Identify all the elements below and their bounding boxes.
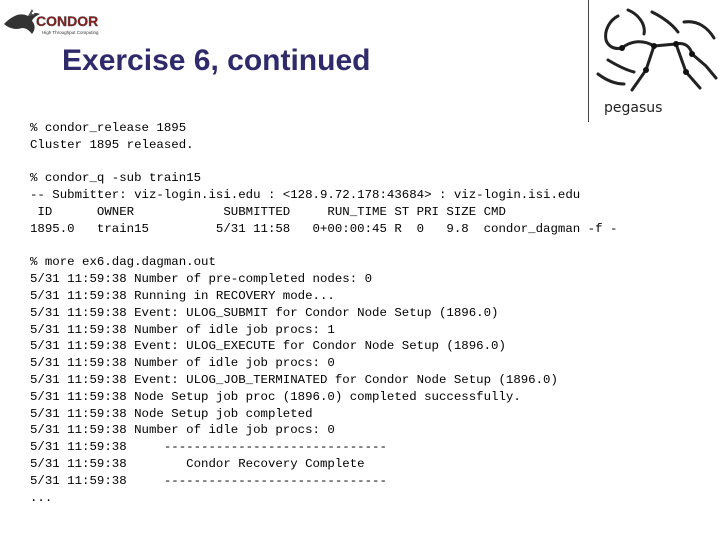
slide-title: Exercise 6, continued xyxy=(62,44,371,77)
condor-wordmark: CONDOR xyxy=(36,13,99,29)
terminal-line: 5/31 11:59:38 Node Setup job proc (1896.0) completed successfully. xyxy=(30,389,521,404)
terminal-line: ID OWNER SUBMITTED RUN_TIME ST PRI SIZE CMD xyxy=(30,204,506,219)
terminal-line xyxy=(30,238,710,255)
terminal-line: 5/31 11:59:38 Event: ULOG_SUBMIT for Condor Node Setup (1896.0) xyxy=(30,305,499,320)
terminal-line: 5/31 11:59:38 Event: ULOG_JOB_TERMINATED for Condor Node Setup (1896.0) xyxy=(30,372,558,387)
terminal-line: % more ex6.dag.dagman.out xyxy=(30,255,216,270)
terminal-line: % condor_release 1895 xyxy=(30,121,187,135)
terminal-line: 5/31 11:59:38 ------------------------------ xyxy=(30,440,387,455)
condor-bird-icon xyxy=(4,9,40,34)
terminal-line: 5/31 11:59:38 Number of idle job procs: 0 xyxy=(30,356,335,371)
pegasus-wordmark: pegasus xyxy=(604,100,663,116)
terminal-line: ... xyxy=(30,490,53,505)
terminal-line: 5/31 11:59:38 Node Setup job completed xyxy=(30,406,313,421)
terminal-line: 5/31 11:59:38 Event: ULOG_EXECUTE for Condor Node Setup (1896.0) xyxy=(30,339,506,354)
pegasus-horse-icon xyxy=(598,10,716,90)
terminal-line: Cluster 1895 released. xyxy=(30,137,194,152)
terminal-line: 5/31 11:59:38 Number of idle job procs: 0 xyxy=(30,423,335,438)
terminal-line: % condor_q -sub train15 xyxy=(30,171,202,186)
terminal-output xyxy=(30,120,710,506)
terminal-line: 1895.0 train15 5/31 11:58 0+00:00:45 R 0 9.8 condor_dagman -f - xyxy=(30,221,618,236)
terminal-line xyxy=(30,154,710,171)
condor-logo xyxy=(2,4,106,40)
terminal-line: 5/31 11:59:38 ------------------------------ xyxy=(30,473,387,488)
condor-tagline: High Throughput Computing xyxy=(42,30,99,35)
pegasus-logo xyxy=(588,0,720,122)
terminal-line: 5/31 11:59:38 Number of idle job procs: 1 xyxy=(30,322,335,337)
terminal-line: -- Submitter: viz-login.isi.edu : <128.9.72.178:43684> : viz-login.isi.edu xyxy=(30,188,581,203)
terminal-line: 5/31 11:59:38 Running in RECOVERY mode... xyxy=(30,288,335,303)
terminal-line: 5/31 11:59:38 Condor Recovery Complete xyxy=(30,456,365,471)
terminal-line: 5/31 11:59:38 Number of pre-completed nodes: 0 xyxy=(30,272,373,287)
